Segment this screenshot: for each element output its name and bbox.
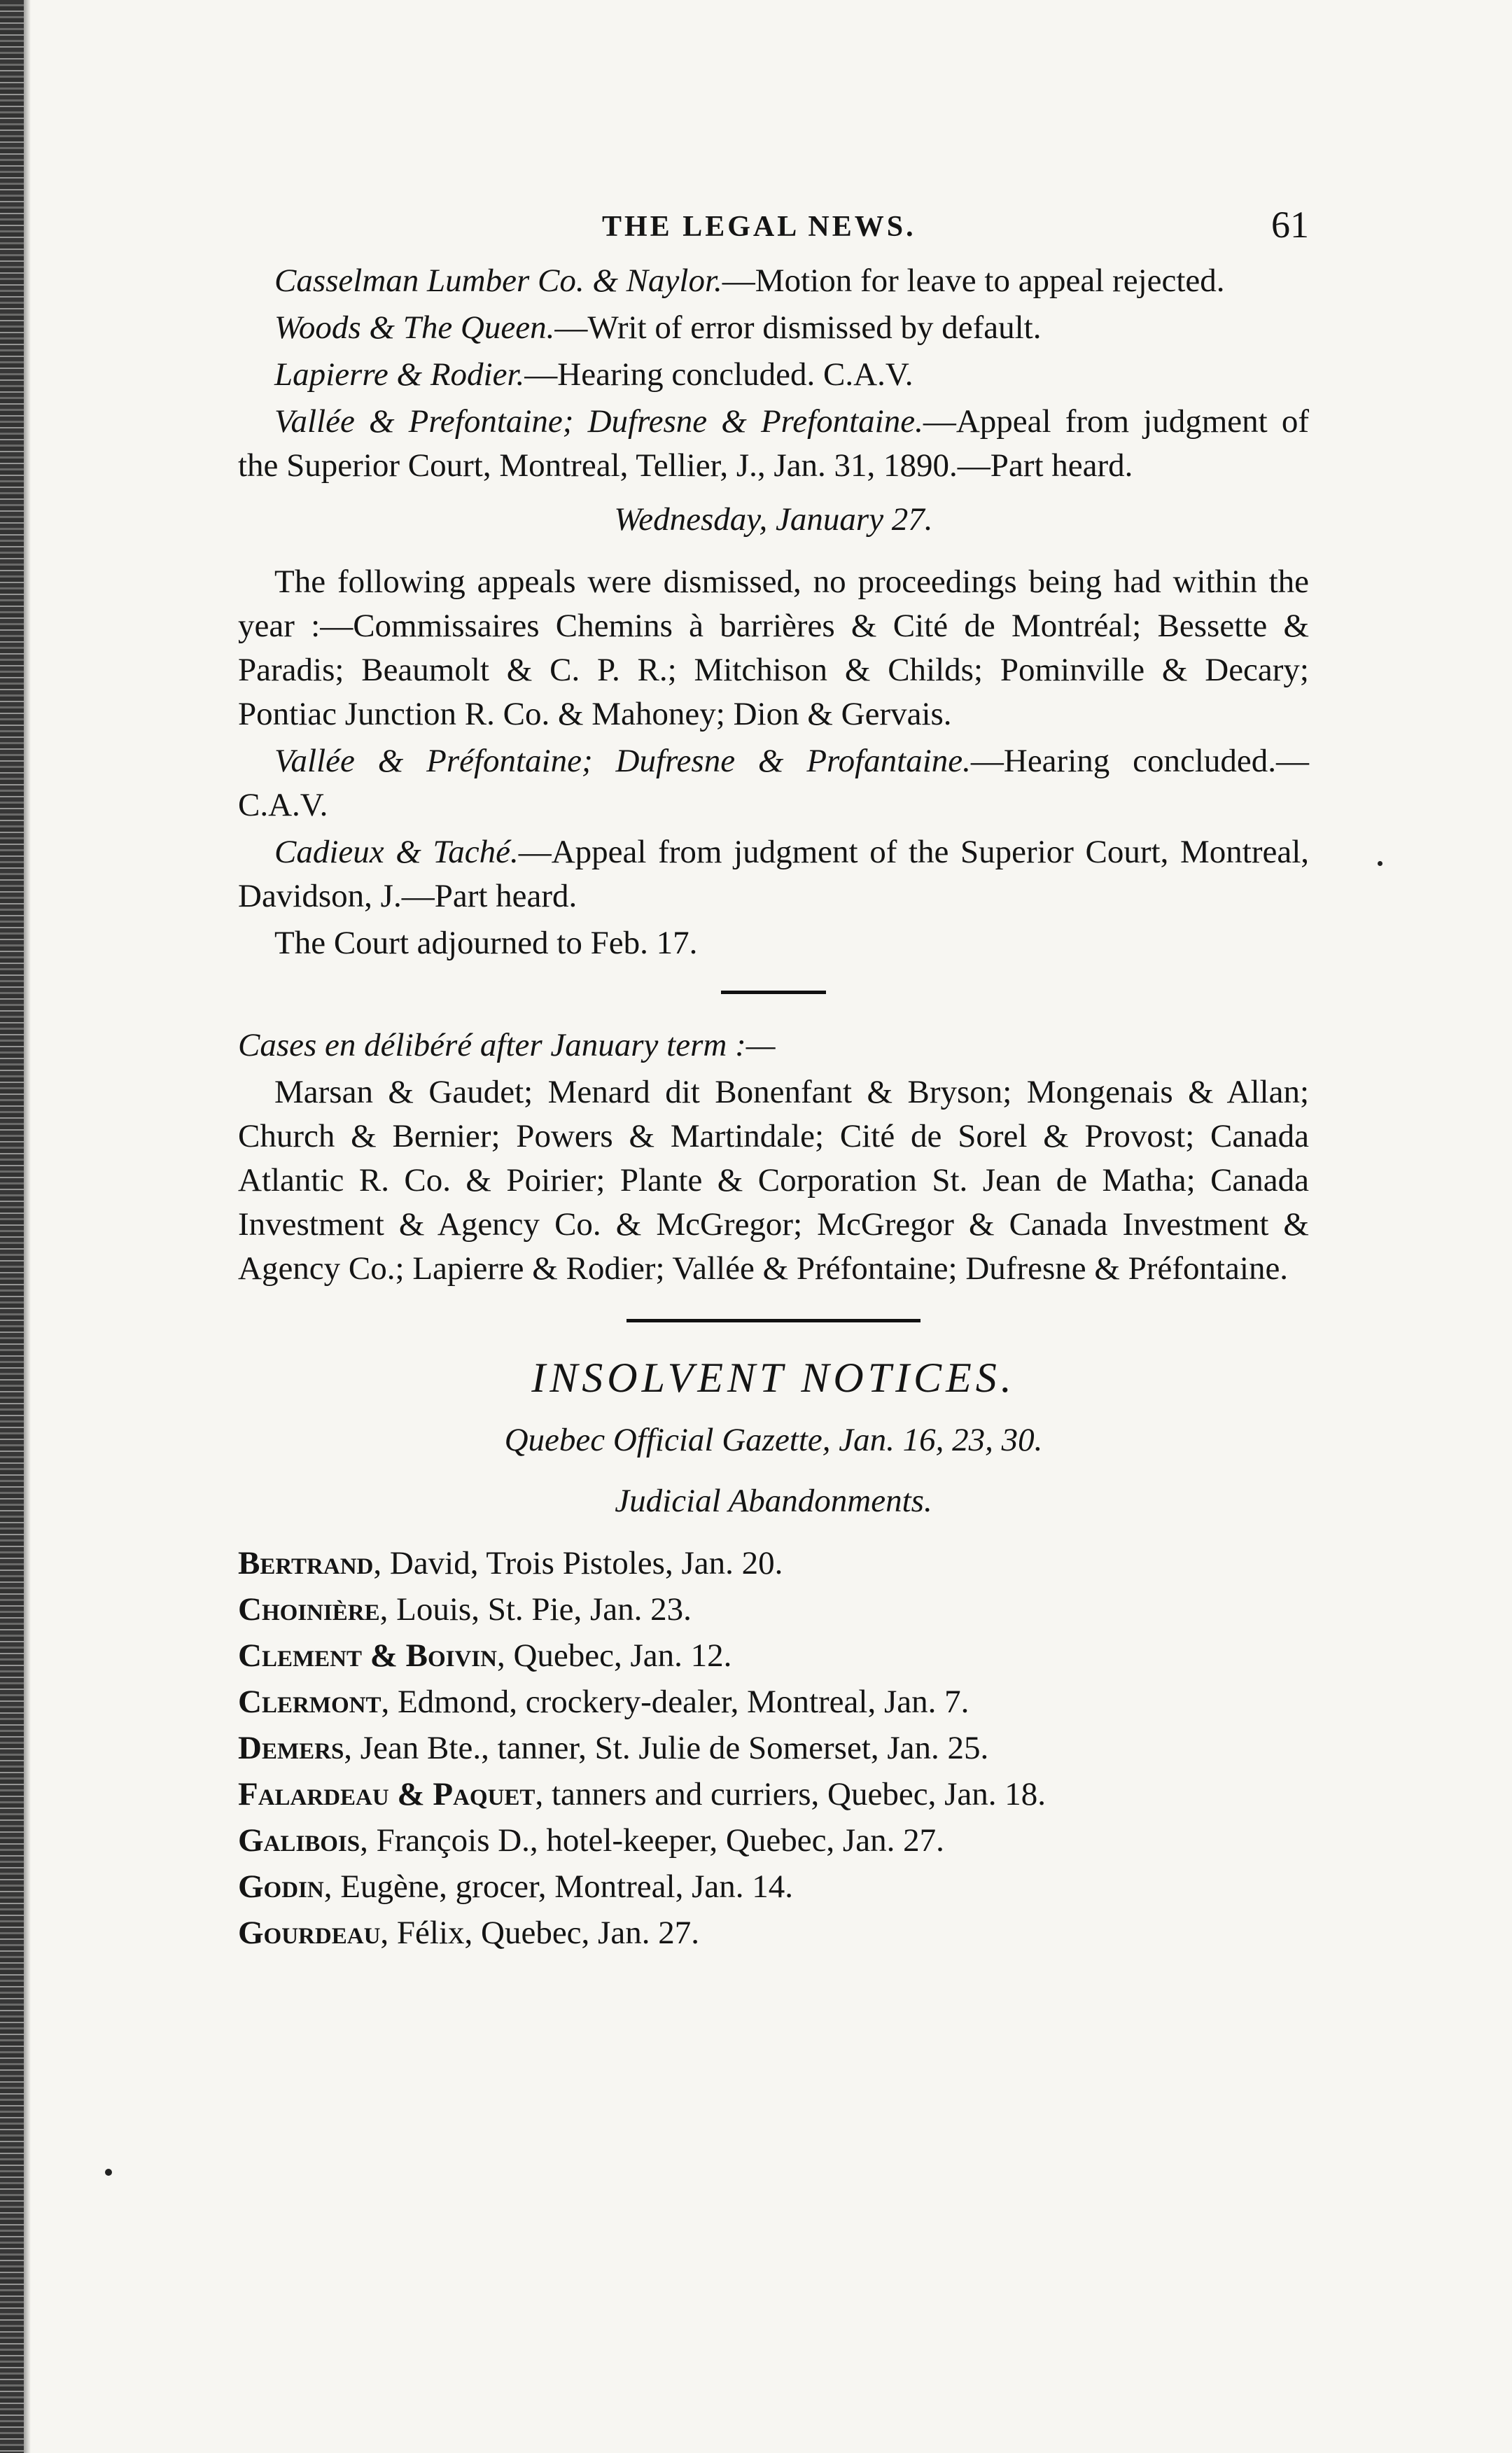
notice-entry [238,1679,1309,1725]
notice-details: , Edmond, crockery-dealer, Montreal, Jan. 7. [381,1684,969,1720]
page-header [238,196,1309,259]
notice-entry [238,1910,1309,1956]
proceeding-entry [238,259,1309,303]
case-name: Casselman Lumber Co. & Naylor. [274,263,722,299]
entry-text: —Hearing concluded.—C.A.V. [238,743,1309,823]
binding-shadow [24,0,31,2453]
notice-name: Falardeau & Paquet [238,1776,536,1812]
court-proceedings [238,259,1309,1956]
insolvent-notices-title: INSOLVENT NOTICES. [531,1355,1016,1401]
case-name: Vallée & Prefontaine; Dufresne & Prefontaine. [274,403,923,440]
deliberation-list: Marsan & Gaudet; Menard dit Bonenfant & Bryson; Mongenais & Allan; Church & Bernier; Powers & Martindale; Cité de Sorel & Provost; Canada Atlantic R. Co. & Poirier; Plante & Corporation St. Jean de Matha; Canada Investment & Agency Co. & McGregor; McGregor & Canada Investment & Agency Co.; Lapierre & Rodier; Vallée & Préfontaine; Dufresne & Préfontaine. [238,1074,1309,1287]
notice-details: , tanners and curriers, Quebec, Jan. 18. [535,1776,1046,1812]
notice-entry [238,1540,1309,1586]
notice-details: , Louis, St. Pie, Jan. 23. [379,1591,692,1628]
proceeding-entry [238,306,1309,350]
notice-details: , François D., hotel-keeper, Quebec, Jan. 27. [360,1822,944,1859]
notice-name: Bertrand [238,1545,374,1581]
notice-name: Clement & Boivin [238,1637,497,1674]
entry-text: —Appeal from judgment of the Superior Court, Montreal, Davidson, J.—Part heard. [238,834,1309,914]
notice-entry [238,1771,1309,1817]
entry-text: —Motion for leave to appeal rejected. [722,263,1225,299]
notice-name: Choinière [238,1591,380,1628]
notice-details: , David, Trois Pistoles, Jan. 20. [373,1545,783,1581]
running-head: THE LEGAL NEWS. [602,211,916,243]
proceeding-entry [238,921,1309,965]
case-name: Lapierre & Rodier. [274,356,525,393]
ink-speck [1378,861,1382,866]
page [238,196,1309,1956]
entry-text: The following appeals were dismissed, no proceedings being had within the year :—Commissaires Chemins à barrières & Cité de Montréal; Bessette & Paradis; Beaumolt & C. P. R.; Mitchison & Childs; Pominville & Decary; Pontiac Junction R. Co. & Mahoney; Dion & Gervais. [238,564,1309,732]
ink-speck [105,2169,112,2176]
case-name: Vallée & Préfontaine; Dufresne & Profantaine. [274,743,971,779]
case-name: Cadieux & Taché. [274,834,519,870]
book-binding-edge [0,0,24,2453]
notice-entry [238,1817,1309,1864]
proceeding-entry [238,830,1309,918]
notice-details: , Jean Bte., tanner, St. Julie de Somerset, Jan. 25. [344,1730,989,1766]
notice-entry [238,1586,1309,1633]
judicial-abandonments-heading: Judicial Abandonments. [615,1483,932,1519]
deliberation-heading [238,1023,1309,1068]
notice-name: Galibois [238,1822,360,1859]
notice-details: , Félix, Quebec, Jan. 27. [380,1915,699,1951]
section-divider [626,1319,920,1322]
entry-text: —Writ of error dismissed by default. [554,309,1042,346]
notice-details: , Eugène, grocer, Montreal, Jan. 14. [323,1868,793,1905]
entry-text: —Appeal from judgment of the Superior Court, Montreal, Tellier, J., Jan. 31, 1890.—Part heard. [238,403,1309,484]
deliberation-heading-text: Cases en délibéré after January term :— [238,1027,776,1063]
page-number: 61 [1271,204,1309,246]
notice-entry [238,1864,1309,1910]
day-heading: Wednesday, January 27. [614,501,933,538]
proceeding-entry [238,400,1309,488]
section-divider [721,991,826,994]
notice-entry [238,1725,1309,1771]
notice-name: Clermont [238,1684,382,1720]
notice-name: Demers [238,1730,344,1766]
notice-name: Gourdeau [238,1915,381,1951]
proceeding-entry [238,560,1309,736]
notice-details: , Quebec, Jan. 12. [496,1637,732,1674]
entry-text: —Hearing concluded. C.A.V. [524,356,913,393]
proceeding-entry [238,353,1309,397]
notice-entry [238,1633,1309,1679]
case-name: Woods & The Queen. [274,309,555,346]
notice-name: Godin [238,1868,324,1905]
proceeding-entry [238,739,1309,827]
entry-text: The Court adjourned to Feb. 17. [274,925,698,961]
gazette-reference: Quebec Official Gazette, Jan. 16, 23, 30. [504,1422,1043,1458]
